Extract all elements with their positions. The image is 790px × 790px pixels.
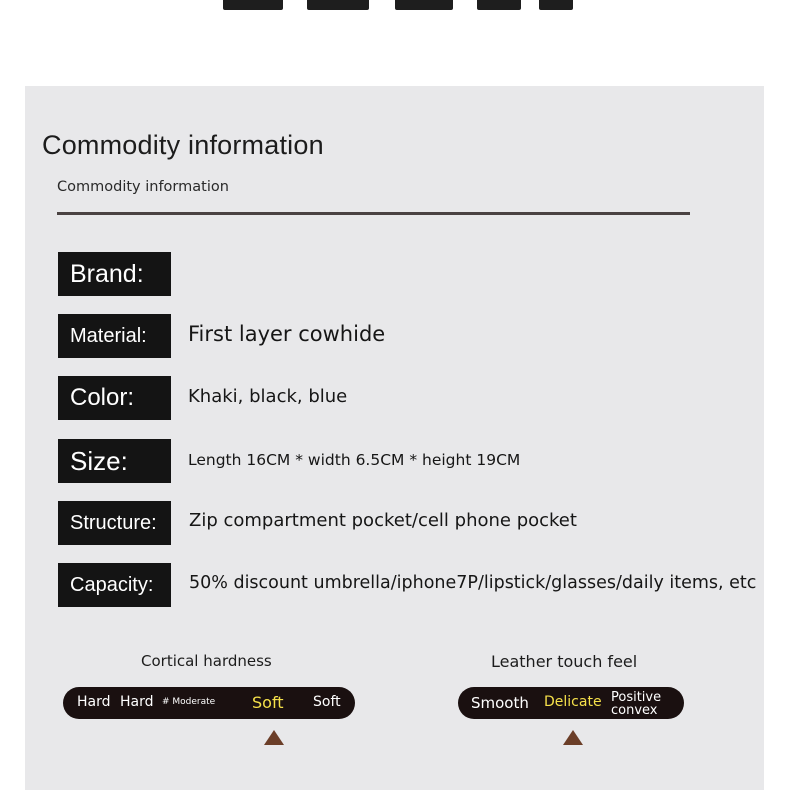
hardness-option-soft: Soft [313,694,341,710]
section-divider [57,212,690,215]
cropped-title-fragment [215,0,575,14]
hardness-caption: Cortical hardness [141,652,272,670]
size-value: Length 16CM * width 6.5CM * height 19CM [188,451,521,469]
hardness-option-hard-2: Hard [120,694,154,710]
brand-label [58,252,171,296]
hardness-option-soft-selected: Soft [252,693,284,712]
size-label-text: Size: [70,445,128,476]
touch-option-delicate-selected: Delicate [544,694,602,710]
material-value: First layer cowhide [188,322,386,346]
material-label-text: Material: [70,324,147,347]
touch-scale [458,687,684,719]
capacity-label [58,563,171,607]
capacity-label-text: Capacity: [70,573,154,596]
material-label [58,314,171,358]
touch-option-positive-convex: Positive convex [611,690,662,718]
touch-marker-icon [563,730,583,745]
color-label [58,376,171,420]
section-heading: Commodity information [42,130,324,160]
structure-value: Zip compartment pocket/cell phone pocket [189,510,577,531]
structure-label [58,501,171,545]
hardness-marker-icon [264,730,284,745]
color-label-text: Color: [70,384,135,411]
brand-label-text: Brand: [70,259,144,288]
structure-label-text: Structure: [70,511,157,534]
hardness-scale [63,687,355,719]
touch-caption: Leather touch feel [491,652,638,671]
touch-option-smooth: Smooth [471,694,529,712]
color-value: Khaki, black, blue [188,386,348,407]
size-label [58,439,171,483]
hardness-option-hard-1: Hard [77,694,111,710]
hardness-option-moderate: # Moderate [162,697,216,707]
top-banner [0,0,790,86]
capacity-value: 50% discount umbrella/iphone7P/lipstick/glasses/daily items, etc [189,573,757,593]
section-subheading: Commodity information [57,179,229,195]
